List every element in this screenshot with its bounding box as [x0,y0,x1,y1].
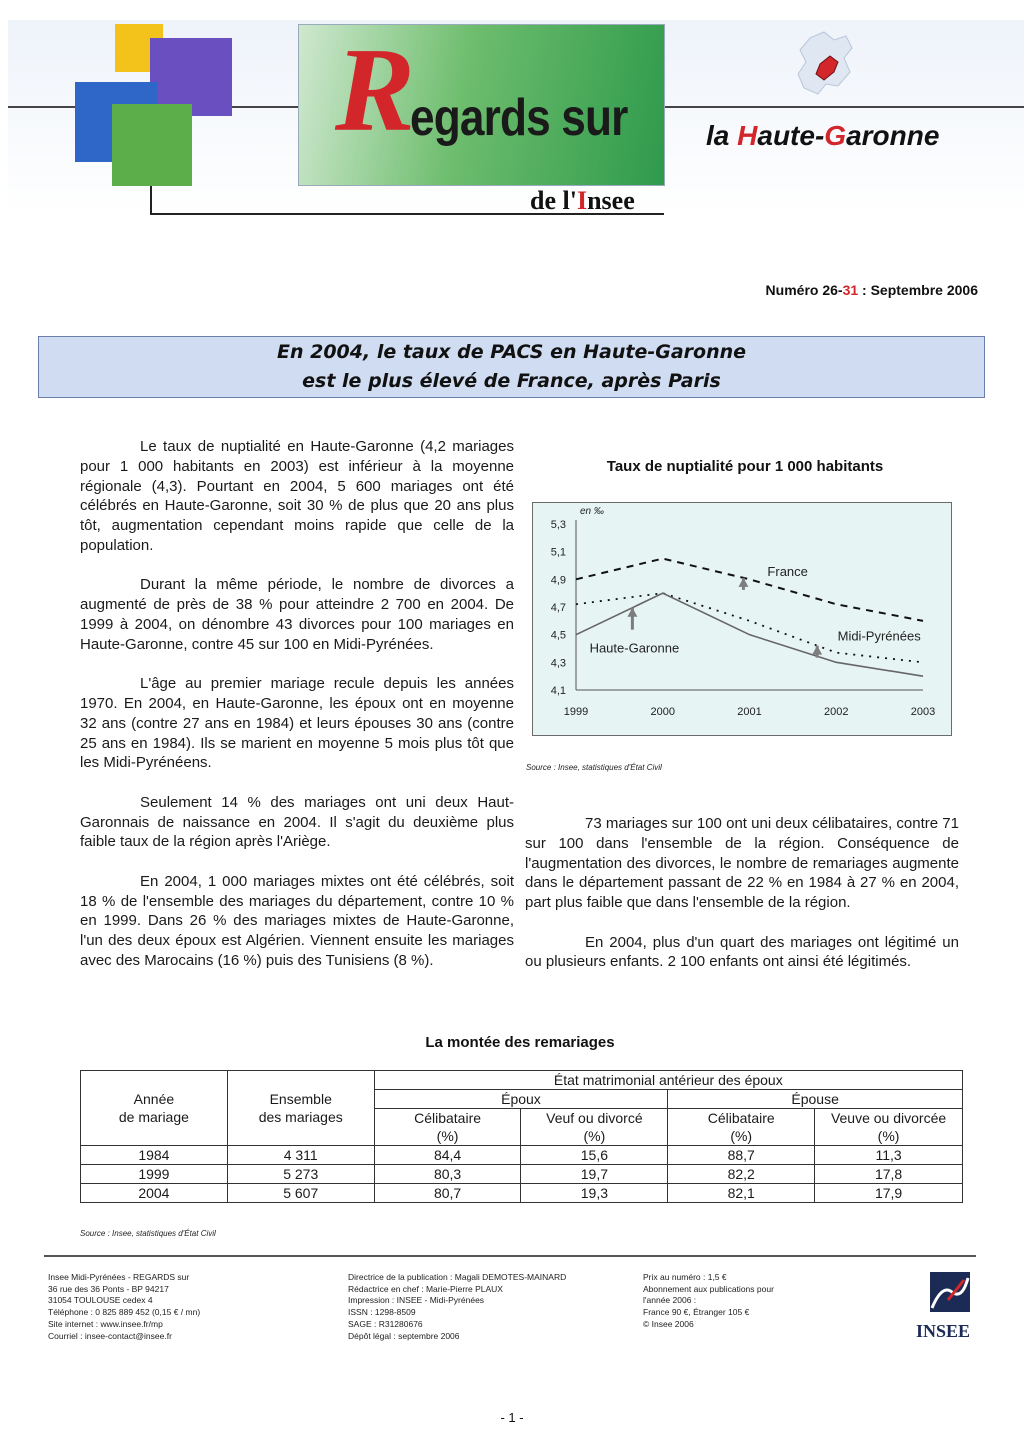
header-leaf: Célibataire (%) [374,1109,521,1146]
table-row [81,1146,963,1165]
table-cell: 82,2 [668,1165,815,1184]
table-cell: 17,8 [815,1165,963,1184]
header-leaf: Veuf ou divorcé (%) [521,1109,668,1146]
table-cell: 15,6 [521,1146,668,1165]
x-tick-label: 2002 [824,706,849,718]
right-column-text [525,814,959,992]
x-tick-label: 2000 [650,706,675,718]
x-tick-label: 1999 [563,706,589,718]
paragraph: Seulement 14 % des mariages ont uni deux Haut-Garonnais de naissance en 2004. Il s'agit du deuxième plus faible taux de la région après l'Ariège. [80,793,514,851]
paragraph: Le taux de nuptialité en Haute-Garonne (4,2 mariages pour 1 000 habitants en 2003) est inférieur à la moyenne régionale (4,3). Pourtant en 2004, 5 600 mariages ont été célébrés en Haute-Garonne, soit 30 % de plus que 20 ans plus tôt, augmentation cependant moins rapide que celle de la population. [80,438,514,554]
footer-publication-info: Directrice de la publication : Magali DEMOTES-MAINARD Rédactrice en chef : Marie-Pierre PLAUX Impression : INSEE - Midi-Pyrénées ISSN : 1298-8509 SAGE : R31280676 Dépôt légal : septembre 2006 [348,1272,567,1341]
header-group: État matrimonial antérieur des époux [374,1071,962,1090]
table-cell: 19,3 [521,1184,668,1203]
footer-pricing: Prix au numéro : 1,5 € Abonnement aux publications pour l'année 2006 : France 90 €, Étranger 105 € © Insee 2006 [643,1272,774,1329]
y-tick-label: 5,1 [550,546,566,559]
table-cell: 17,9 [815,1184,963,1203]
line-chart [532,502,952,736]
y-tick-label: 4,1 [550,685,566,697]
header-epoux: Époux [374,1090,668,1109]
table-cell: 5 607 [227,1184,374,1203]
chart-source: Source : Insee, statistiques d'État Civil [526,763,662,772]
series-label: Haute-Garonne [589,640,680,656]
footer-rule [44,1255,976,1257]
y-tick-label: 5,3 [550,519,566,531]
logo-subtitle: de l'Insee [530,186,635,215]
table-source: Source : Insee, statistiques d'État Civil [80,1229,216,1238]
paragraph: En 2004, plus d'un quart des mariages ont légitimé un ou plusieurs enfants. 2 100 enfants ont ainsi été légitimés. [525,933,959,971]
table-row [81,1184,963,1203]
table-title: La montée des remariages [425,1034,615,1051]
headline-line-1: En 2004, le taux de PACS en Haute-Garonne [276,341,747,363]
x-tick-label: 2001 [737,706,762,718]
table-cell: 84,4 [374,1146,521,1165]
table-cell: 80,7 [374,1184,521,1203]
logo-wordmark: egards sur [410,89,628,147]
table-cell: 82,1 [668,1184,815,1203]
table-cell: 19,7 [521,1165,668,1184]
insee-logo-text: INSEE [915,1321,971,1341]
header-leaf: Veuve ou divorcée (%) [815,1109,963,1146]
chart-title: Taux de nuptialité pour 1 000 habitants [606,458,884,475]
paragraph: En 2004, 1 000 mariages mixtes ont été célébrés, soit 18 % de l'ensemble des mariages du département, contre 10 % en 1999. Dans 26 % des mariages mixtes de Haute-Garonne, l'un des deux époux est Algérien. Viennent ensuite les mariages avec des Marocains (16 %) puis des Tunisiens (8 %). [80,872,514,969]
header-leaf: Célibataire (%) [668,1109,815,1146]
left-column-text [80,437,514,990]
table-cell: 80,3 [374,1165,521,1184]
region-map-icon [790,28,860,100]
masthead-rule-right [663,106,1024,108]
insee-logo [908,1270,978,1344]
headline-box [38,336,985,398]
series-line-france [576,559,923,621]
table-cell: 1999 [81,1165,228,1184]
paragraph: 73 mariages sur 100 ont uni deux célibataires, contre 71 sur 100 dans l'ensemble de la région. Conséquence de l'augmentation des divorces, le nombre de remariages augmente dans le département passant de 22 % en 1984 à 27 % en 2004, part plus faible que dans l'ensemble de la région. [525,815,959,912]
remarriage-table [80,1070,963,1203]
table-cell: 1984 [81,1146,228,1165]
header-total: Ensemble des mariages [227,1071,374,1146]
header-epouse: Épouse [668,1090,963,1109]
table-row [81,1165,963,1184]
page-number: - 1 - [500,1410,524,1425]
series-label: France [767,563,808,579]
issue-number: Numéro 26-31 : Septembre 2006 [765,282,978,298]
colored-squares-logo [70,20,240,190]
header-year: Année de mariage [81,1071,228,1146]
logo-initial: R [335,23,416,156]
headline-line-2: est le plus élevé de France, après Paris [302,370,721,392]
table-cell: 4 311 [227,1146,374,1165]
label-pointer-head [812,646,822,655]
y-tick-label: 4,9 [550,574,566,587]
table-cell: 2004 [81,1184,228,1203]
table-cell: 5 273 [227,1165,374,1184]
table-cell: 11,3 [815,1146,963,1165]
y-axis-label: en ‰ [580,506,604,517]
paragraph: Durant la même période, le nombre de divorces a augmenté de près de 38 % pour atteindre 2 700 en 2004. De 1999 à 2004, on dénombre 43 divorces pour 100 mariages en Haute-Garonne, contre 45 sur 100 en Midi-Pyrénées. [80,576,514,653]
paragraph: L'âge au premier mariage recule depuis les années 1970. En 2004, en Haute-Garonne, les époux ont en moyenne 32 ans (contre 27 ans en 1984) et leurs épouses 30 ans (contre 25 ans en 1984). Ils se marient en moyenne 5 mois plus tôt que les Midi-Pyrénéens. [80,675,514,772]
series-label: Midi-Pyrénées [837,628,921,644]
x-tick-label: 2003 [910,706,936,718]
table-cell: 88,7 [668,1146,815,1165]
region-name: la Haute-Garonne [706,120,940,151]
footer-address: Insee Midi-Pyrénées - REGARDS sur 36 rue des 36 Ponts - BP 94217 31054 TOULOUSE cedex 4 Téléphone : 0 825 889 452 (0,15 € / mn) Site internet : www.insee.fr/mp Courriel : insee-contact@insee.fr [48,1272,201,1341]
y-tick-label: 4,7 [550,602,566,614]
y-tick-label: 4,5 [550,629,566,642]
insee-emblem-icon [908,1270,978,1320]
y-tick-label: 4,3 [550,657,566,670]
